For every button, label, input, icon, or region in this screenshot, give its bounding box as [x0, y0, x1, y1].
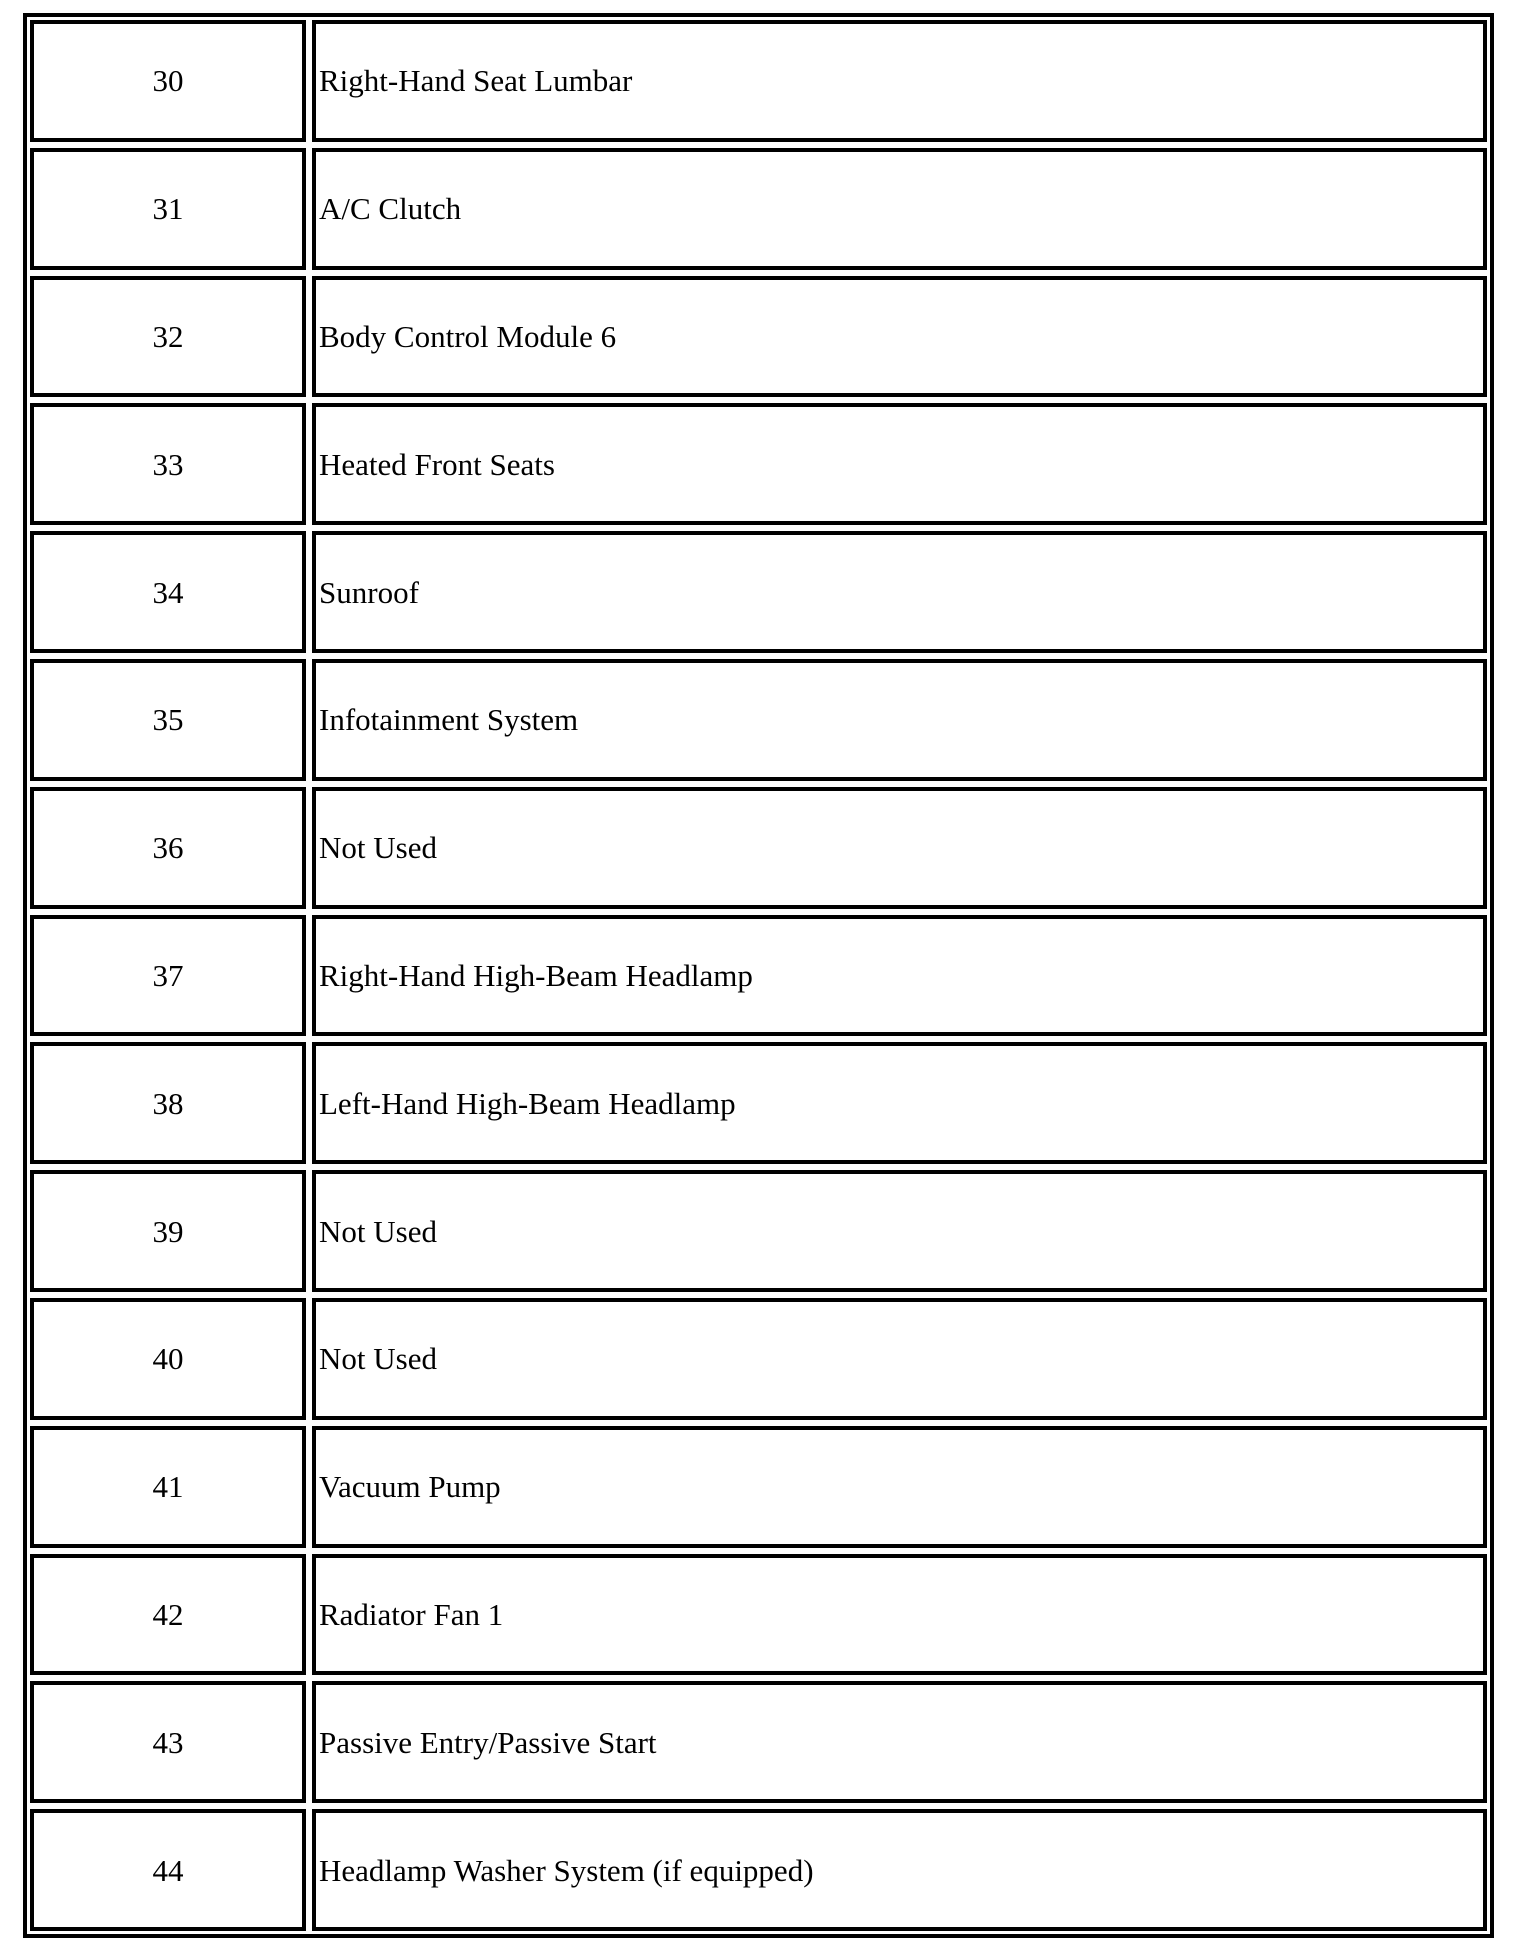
fuse-number-cell: 35: [30, 659, 306, 781]
fuse-number-cell: 34: [30, 531, 306, 653]
fuse-description-cell: Right-Hand High-Beam Headlamp: [312, 915, 1487, 1037]
fuse-description-cell: Not Used: [312, 1298, 1487, 1420]
table-row: [30, 1554, 1487, 1676]
table-row: [30, 915, 1487, 1037]
fuse-number-cell: 44: [30, 1809, 306, 1931]
table-row: [30, 403, 1487, 525]
table-body: [30, 20, 1487, 1931]
fuse-description-cell: Headlamp Washer System (if equipped): [312, 1809, 1487, 1931]
table-row: [30, 20, 1487, 142]
fuse-number-cell: 33: [30, 403, 306, 525]
fuse-number-cell: 42: [30, 1554, 306, 1676]
fuse-number-cell: 37: [30, 915, 306, 1037]
fuse-description-cell: Not Used: [312, 1170, 1487, 1292]
fuse-number-cell: 30: [30, 20, 306, 142]
table-row: [30, 787, 1487, 909]
fuse-description-cell: Passive Entry/Passive Start: [312, 1681, 1487, 1803]
table-row: [30, 276, 1487, 398]
table-row: [30, 1298, 1487, 1420]
fuse-description-cell: Not Used: [312, 787, 1487, 909]
fuse-description-cell: Sunroof: [312, 531, 1487, 653]
table-row: [30, 1170, 1487, 1292]
fuse-description-cell: Body Control Module 6: [312, 276, 1487, 398]
table-row: [30, 1681, 1487, 1803]
fuse-table: [23, 13, 1494, 1938]
table-row: [30, 1426, 1487, 1548]
fuse-description-cell: Infotainment System: [312, 659, 1487, 781]
fuse-number-cell: 32: [30, 276, 306, 398]
fuse-number-cell: 39: [30, 1170, 306, 1292]
table-row: [30, 1809, 1487, 1931]
table-row: [30, 148, 1487, 270]
fuse-number-cell: 43: [30, 1681, 306, 1803]
fuse-number-cell: 36: [30, 787, 306, 909]
fuse-number-cell: 41: [30, 1426, 306, 1548]
fuse-description-cell: Right-Hand Seat Lumbar: [312, 20, 1487, 142]
table-row: [30, 659, 1487, 781]
fuse-number-cell: 40: [30, 1298, 306, 1420]
fuse-number-cell: 31: [30, 148, 306, 270]
fuse-number-cell: 38: [30, 1042, 306, 1164]
fuse-description-cell: Left-Hand High-Beam Headlamp: [312, 1042, 1487, 1164]
fuse-description-cell: Vacuum Pump: [312, 1426, 1487, 1548]
fuse-description-cell: Heated Front Seats: [312, 403, 1487, 525]
fuse-description-cell: A/C Clutch: [312, 148, 1487, 270]
table-row: [30, 1042, 1487, 1164]
fuse-description-cell: Radiator Fan 1: [312, 1554, 1487, 1676]
table-row: [30, 531, 1487, 653]
